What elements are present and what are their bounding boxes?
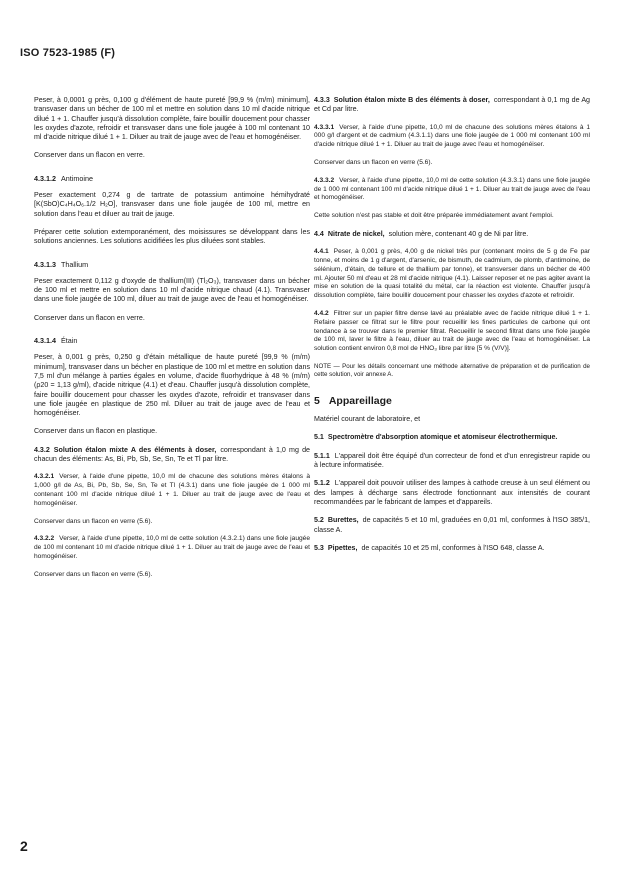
- section-text: Verser, à l'aide d'une pipette, 10,0 ml de cette solution (4.3.2.1) dans une fiole jaugée de 100 ml contenant 10 ml d'acide nitrique dilué 1 + 1. Diluer au trait de jauge avec de l'eau et homogénéiser.: [34, 535, 310, 560]
- section-text: Filtrer sur un papier filtre dense lavé au préalable avec de l'acide nitrique dilué 1 + 1. Refaire passer ce filtrat sur le filtre pour recueillir les fines particules de carbone qui ont tendance à se trouver dans le premier filtrat. Recueillir le second filtrat dans une fiole jaugée de 100 ml, laver le filtre à l'eau, diluer au trait de jauge avec de l'eau et homogénéiser. La solution contient environ 0,8 mol de HNO₃ libre par litre [5 % (V/V)].: [314, 310, 590, 353]
- section-title: Nitrate de nickel,: [327, 229, 385, 238]
- section-number: 4.3.3.2: [314, 176, 335, 184]
- paragraph-5-1: [314, 433, 590, 442]
- paragraph-4-4: [314, 230, 590, 239]
- paragraph: Matériel courant de laboratoire, et: [314, 415, 421, 424]
- section-number: 4.3.2: [34, 445, 50, 454]
- section-number: 5.1.2: [314, 479, 330, 488]
- section-text: Peser, à 0,001 g près, 4,00 g de nickel très pur (contenant moins de 5 g de Fe par tonne, et moins de 1 g d'argent, d'arsenic, de bismuth, de cadmium, de plomb, d'antimoine, de sélénium, d'étain, de tellure et de thallium par tonne), et transverser dans un bécher de 400 ml. Ajouter 50 ml d'eau et 28 ml d'acide nitrique (4.1). Laisser reposer et ne pas agiter avant la mise en solution de la quasi totalité du métal, car la réaction est violente. Chauffer jusqu'à dissolution complète, faire bouillir doucement pour chasser les oxydes d'azote et refroidir.: [314, 248, 590, 300]
- section-title: Burettes,: [327, 516, 359, 525]
- paragraph: Conserver dans un flacon en plastique.: [34, 427, 158, 436]
- section-number: 4.3.3.1: [314, 123, 335, 131]
- left-column: [34, 96, 310, 588]
- section-text: Verser, à l'aide d'une pipette, 10,0 ml de chacune des solutions mères étalons à 1 000 g/l d'argent et de cadmium (4.3.1.1) dans une fiole jaugée de 1 000 ml contenant 100 ml d'acide nitrique dilué 1 + 1. Diluer au trait de jauge avec l'eau et homogénéiser.: [314, 123, 590, 149]
- paragraph-5-1-1: [314, 452, 590, 471]
- section-number: 4.3.1.4: [34, 336, 56, 346]
- section-title: Étain: [60, 336, 78, 346]
- heading-4-3-1-3: [34, 260, 310, 269]
- section-title: Solution étalon mixte A des éléments à doser,: [53, 445, 217, 454]
- paragraph: Peser, à 0,0001 g près, 0,100 g d'élément de haute pureté [99,9 % (m/m) minimum], transvaser dans un bécher de 100 ml et mettre en solution dans 10 ml d'acide nitrique dilué 1 + 1. Chauffer jusqu'à dissolution complète, faire bouillir doucement pour chasser les oxydes d'azote, refroidir et transvaser dans une fiole jaugée à 100 ml contenant 10 ml d'acide nitrique dilué 1 + 1. Diluer au trait de jauge avec de l'eau et homogénéiser.: [34, 96, 310, 142]
- section-title: Antimoine: [60, 173, 93, 183]
- section-text: correspondant à 1,0 mg de chacun des éléments: As, Bi, Pb, Sb, Se, Sn, Te et Tl par litre.: [34, 445, 310, 464]
- paragraph-4-3-2: [34, 446, 310, 465]
- paragraph: Cette solution n'est pas stable et doit être préparée immédiatement avant l'emploi.: [314, 212, 554, 220]
- section-text: Verser, à l'aide d'une pipette, 10,0 ml de cette solution (4.3.3.1) dans une fiole jaugée de 1 000 ml contenant 100 ml d'acide nitrique dilué 1 + 1. Diluer au trait de jauge avec de l'eau et homogénéiser.: [314, 176, 590, 202]
- paragraph-4-4-2: [314, 310, 590, 354]
- paragraph-4-3-3: [314, 96, 590, 115]
- section-text: de capacités 10 et 25 ml, conformes à l'ISO 648, classe A.: [361, 543, 545, 552]
- section-title: Solution étalon mixte B des éléments à doser,: [333, 96, 490, 104]
- paragraph: Conserver dans un flacon en verre (5.6).: [34, 517, 153, 525]
- paragraph-5-3: [314, 544, 590, 553]
- section-number: 5.1: [314, 433, 324, 442]
- section-number: 4.3.1.3: [34, 259, 56, 269]
- section-number: 4.3.3: [314, 96, 330, 104]
- heading-4-3-1-4: [34, 336, 310, 345]
- section-title: Spectromètre d'absorption atomique et atomiseur électrothermique.: [327, 433, 558, 442]
- note: NOTE — Pour les détails concernant une méthode alternative de préparation et de purification de cette solution, voir annexe A.: [314, 363, 590, 379]
- right-column: [314, 96, 590, 562]
- page-number: 2: [20, 838, 28, 854]
- paragraph-4-4-1: [314, 248, 590, 301]
- paragraph: Peser exactement 0,112 g d'oxyde de thallium(III) (Tl₂O₃), transvaser dans un bécher de 100 ml et mettre en solution dans 10 ml d'acide nitrique chaud (4.1). Transvaser dans une fiole jaugée de 100 ml, diluer au trait de jauge avec de l'eau et homogénéiser.: [34, 276, 310, 304]
- paragraph: Conserver dans un flacon en verre (5.6).: [34, 570, 153, 578]
- section-text: solution mère, contenant 40 g de Ni par litre.: [388, 229, 529, 238]
- paragraph: Conserver dans un flacon en verre.: [34, 151, 145, 160]
- section-number: 4.3.1.2: [34, 173, 56, 183]
- section-number: 5.2: [314, 516, 324, 525]
- paragraph-4-3-2-1: [34, 473, 310, 508]
- section-title: Thallium: [60, 259, 89, 269]
- paragraph-4-3-3-1: [314, 124, 590, 150]
- paragraph: Peser, à 0,001 g près, 0,250 g d'étain métallique de haute pureté [99,9 % (m/m) minimum], transvaser dans un bécher en plastique de 100 ml et mettre en solution dans 7,5 ml d'un mélange à parties égales en volume, d'acide fluorhydrique à 48 % (m/m) (ρ20 = 1,13 g/ml), d'acide nitrique (4.1) et d'eau. Chauffer jusqu'à dissolution complète, faire bouillir doucement pour chasser les oxydes d'azote, refroidir et transvaser dans une fiole jaugée en plastique de 250 ml. Diluer au trait de jauge avec de l'eau et homogénéiser.: [34, 353, 310, 418]
- section-number: 4.4: [314, 229, 324, 238]
- section-number: 4.3.2.1: [34, 473, 55, 481]
- paragraph: Préparer cette solution extemporanément, des moisissures se développant dans les solutions anciennes. Les solutions acidifiées les plus diluées sont stables.: [34, 227, 310, 246]
- section-title: Appareillage: [328, 394, 392, 407]
- section-text: de capacités 5 et 10 ml, graduées en 0,01 ml, conformes à l'ISO 385/1, classe A.: [314, 516, 590, 534]
- paragraph: Peser exactement 0,274 g de tartrate de potassium antimoine hémihydraté [K(SbO)C₄H₄O₆.1/2 H₂O], transvaser dans une fiole jaugée de 100 ml, mettre en solution dans l'eau et diluer au trait de jauge.: [34, 191, 310, 218]
- paragraph-5-2: [314, 516, 590, 535]
- paragraph: Conserver dans un flacon en verre.: [34, 313, 145, 322]
- section-text: L'appareil doit être équipé d'un correcteur de fond et d'un enregistreur rapide ou à lecture informatisée.: [314, 451, 590, 470]
- section-title: Pipettes,: [327, 543, 358, 552]
- section-number: 5.1.1: [314, 451, 330, 460]
- section-text: correspondant à 0,1 mg de Ag et Cd par litre.: [314, 96, 591, 114]
- section-number: 4.3.2.2: [34, 535, 55, 543]
- document-reference: ISO 7523-1985 (F): [20, 47, 116, 59]
- section-number: 5: [314, 394, 320, 407]
- paragraph: Conserver dans un flacon en verre (5.6).: [314, 158, 433, 166]
- section-number: 4.4.2: [314, 310, 329, 318]
- section-number: 5.3: [314, 543, 324, 552]
- section-number: 4.4.1: [314, 248, 329, 256]
- paragraph-4-3-3-2: [314, 177, 590, 203]
- paragraph-4-3-2-2: [34, 535, 310, 561]
- section-text: L'appareil doit pouvoir utiliser des lampes à cathode creuse à un seul élément ou des lampes à décharge sans électrode fonctionnant aux intensités de courant recommandées par le fabricant de lampes et d'appareils.: [314, 479, 590, 506]
- section-text: Verser, à l'aide d'une pipette, 10,0 ml de chacune des solutions mères étalons à 1,000 g/l de As, Bi, Pb, Sb, Se, Sn, Te et Tl (4.3.1) dans une fiole jaugée de 1 000 ml contenant 100 ml d'acide nitrique dilué 1 + 1. Diluer au trait de jauge avec de l'eau et homogénéiser.: [34, 473, 310, 507]
- heading-4-3-1-2: [34, 174, 310, 183]
- section-heading-5: [314, 394, 590, 407]
- paragraph-5-1-2: [314, 479, 590, 507]
